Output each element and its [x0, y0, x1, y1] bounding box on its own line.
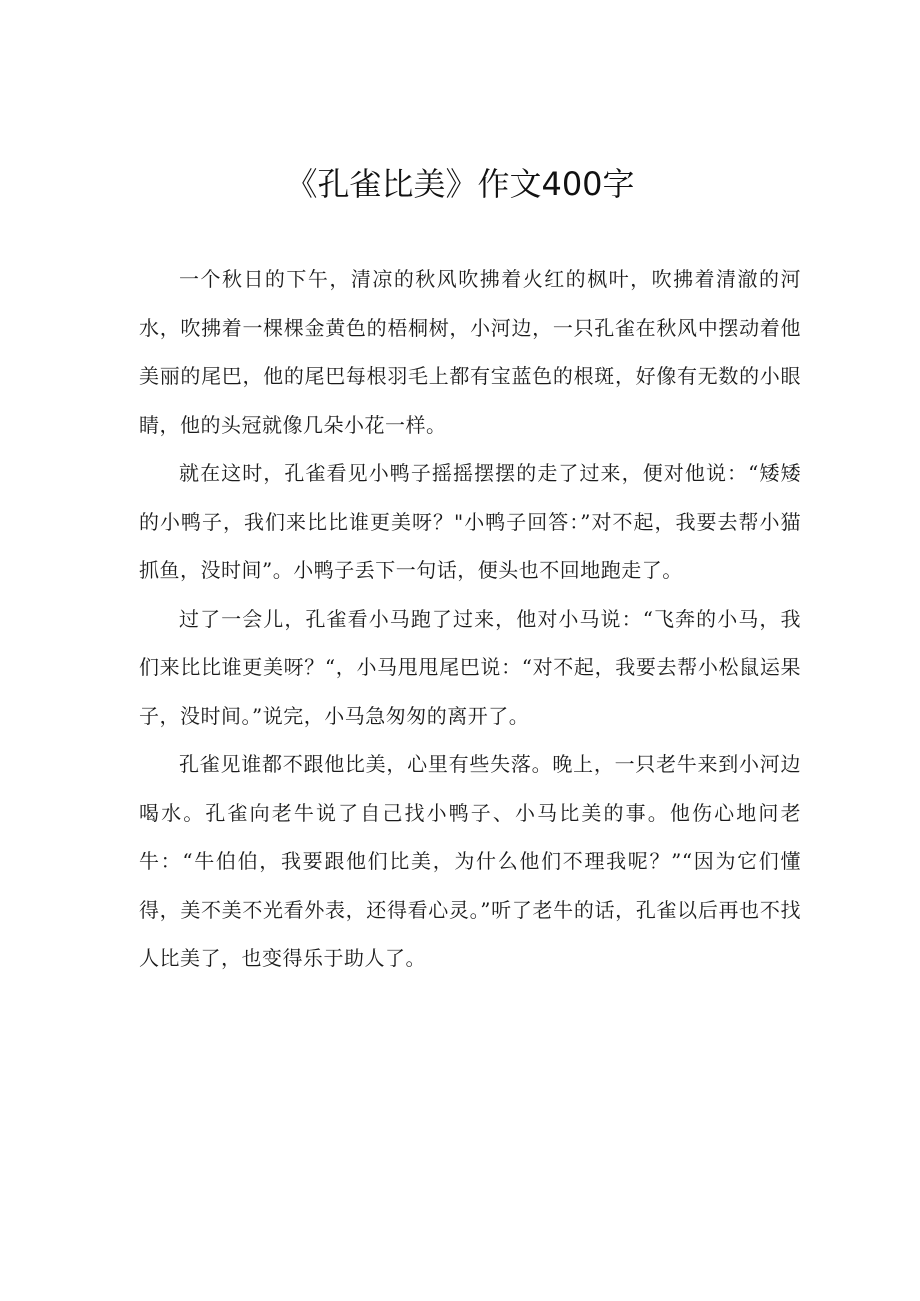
- paragraph-4: 孔雀见谁都不跟他比美，心里有些失落。晚上，一只老牛来到小河边喝水。孔雀向老牛说了自己找小鸭子、小马比美的事。他伤心地问老牛：“牛伯伯，我要跟他们比美，为什么他们不理我呢？”“因为它们懂得，美不美不光看外表，还得看心灵。”听了老牛的话，孔雀以后再也不找人比美了，也变得乐于助人了。: [139, 752, 801, 970]
- paragraph-1: 一个秋日的下午，清凉的秋风吹拂着火红的枫叶，吹拂着清澈的河水，吹拂着一棵棵金黄色的梧桐树，小河边，一只孔雀在秋风中摆动着他美丽的尾巴，他的尾巴每根羽毛上都有宝蓝色的根斑，好像有无数的小眼睛，他的头冠就像几朵小花一样。: [139, 267, 801, 437]
- paragraph-3: 过了一会儿，孔雀看小马跑了过来，他对小马说：“飞奔的小马，我们来比比谁更美呀？“，小马甩甩尾巴说：“对不起，我要去帮小松鼠运果子，没时间。”说完，小马急匆匆的离开了。: [139, 606, 801, 728]
- document-title: 《孔雀比美》作文400字: [285, 165, 635, 203]
- paragraph-2: 就在这时，孔雀看见小鸭子摇摇摆摆的走了过来，便对他说：“矮矮的小鸭子，我们来比比谁更美呀？"小鸭子回答：”对不起，我要去帮小猫抓鱼，没时间”。小鸭子丢下一句话，便头也不回地跑走了。: [139, 461, 801, 582]
- document-body: [139, 255, 801, 983]
